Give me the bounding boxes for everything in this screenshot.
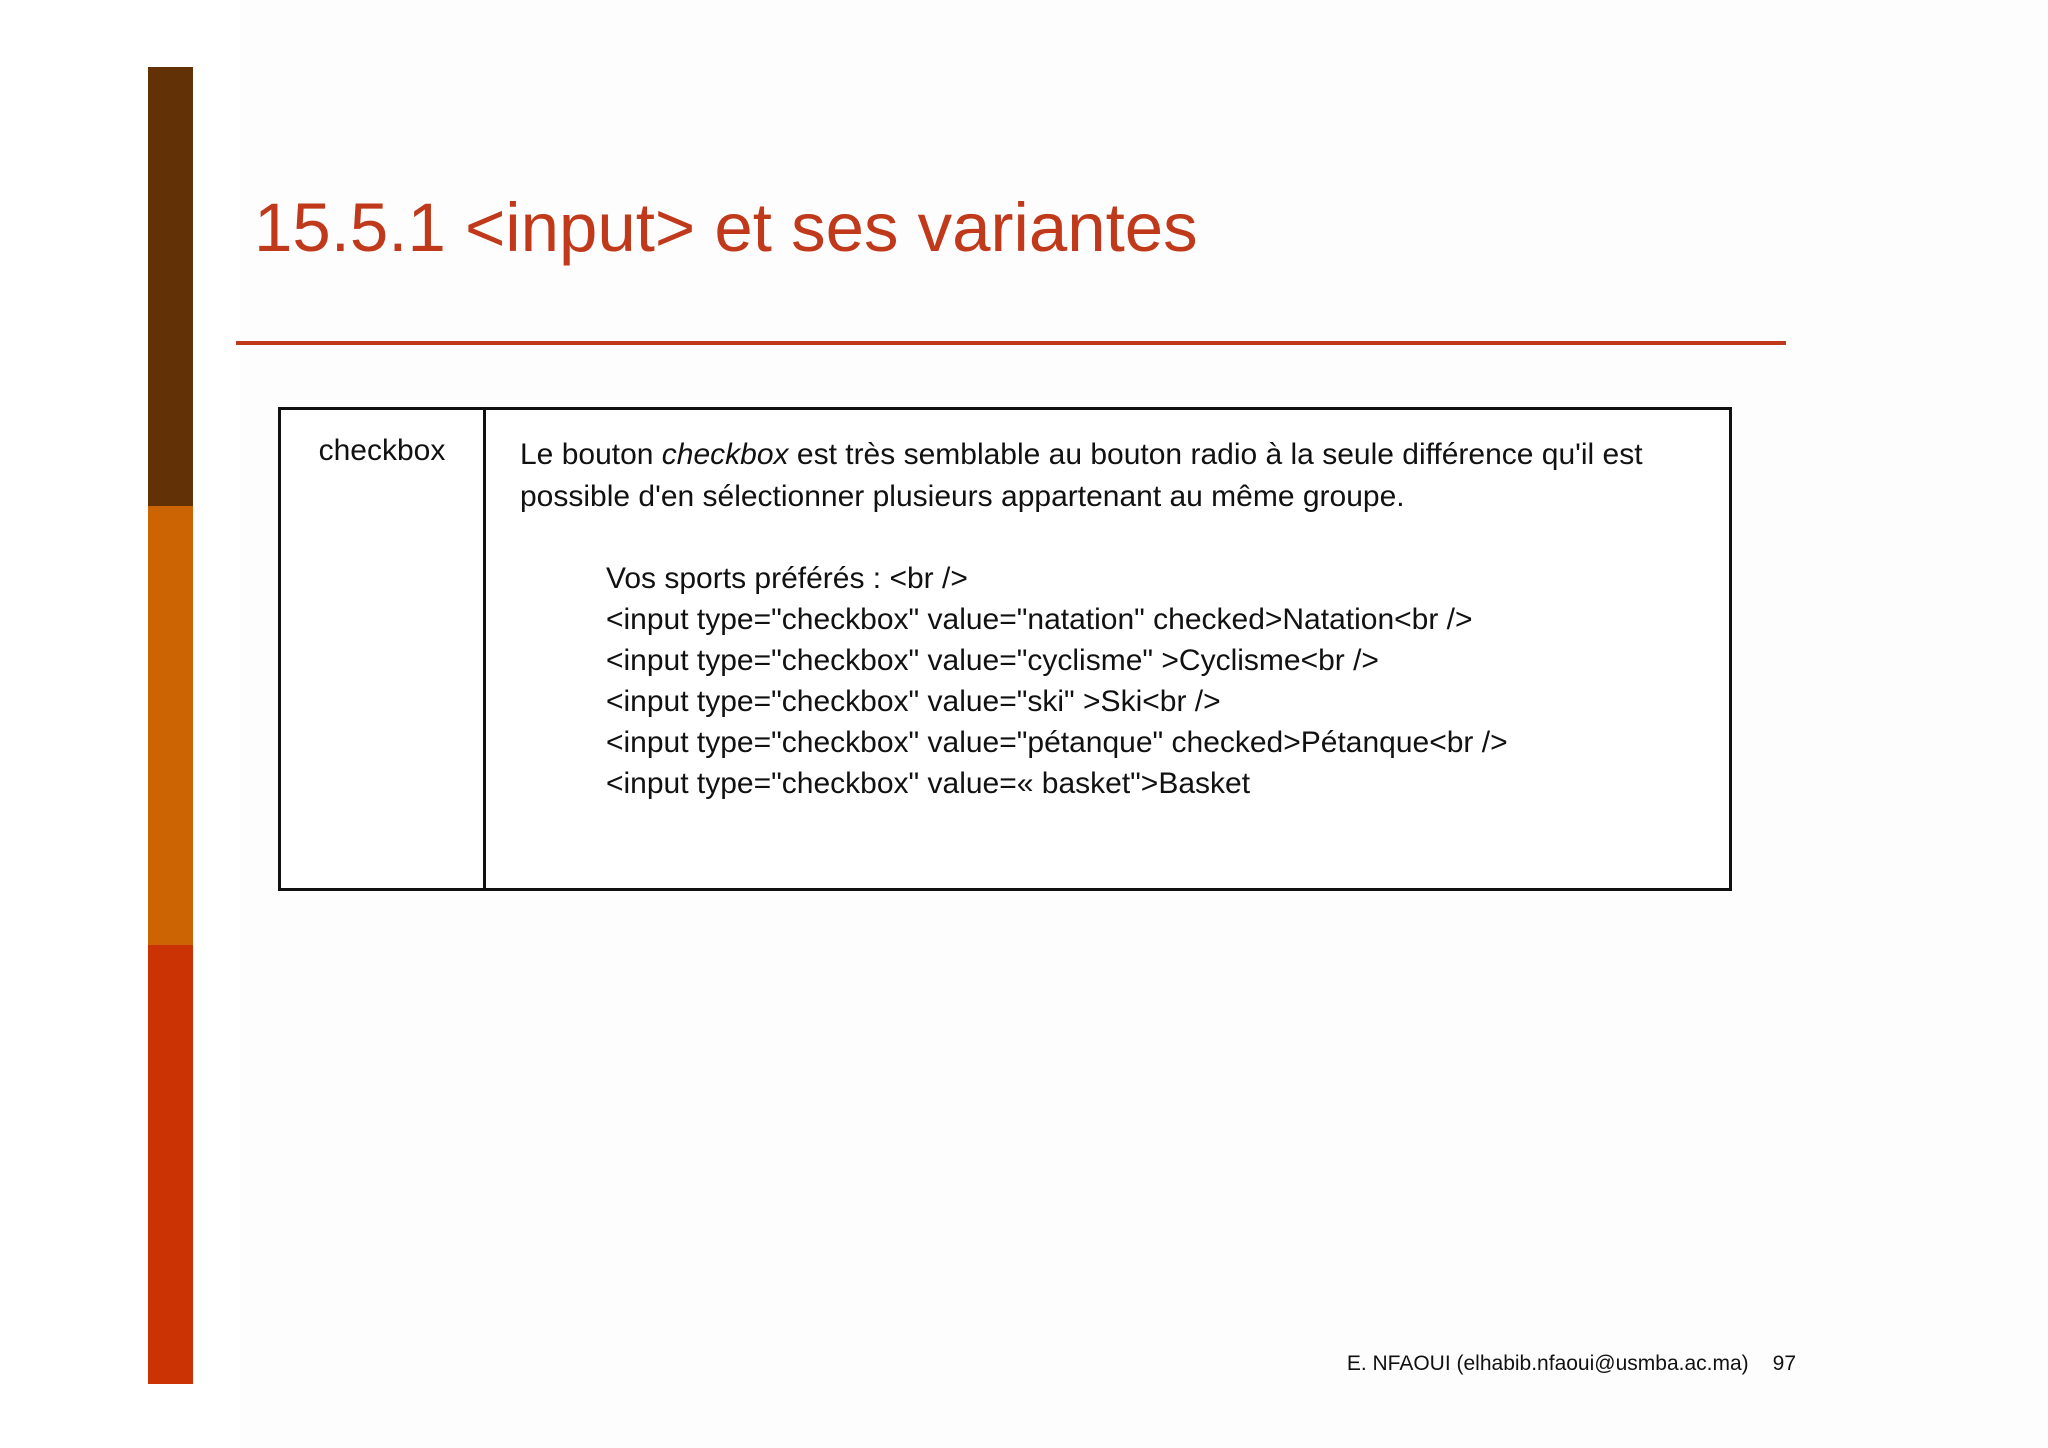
description-rest: est très semblable au bouton radio à la seule différence qu'il est possible d'en sélectionner plusieurs appartenant au même groupe. <box>520 438 1643 513</box>
code-line: Vos sports préférés : <br /> <box>606 562 968 595</box>
page-number: 97 <box>1772 1352 1796 1375</box>
definition-table <box>278 407 1732 891</box>
description-italic-term: checkbox <box>661 438 789 471</box>
code-line: <input type="checkbox" value=« basket">Basket <box>606 767 1251 800</box>
footer-author: E. NFAOUI (elhabib.nfaoui@usmba.ac.ma) <box>1346 1352 1749 1375</box>
side-bar-segment-middle <box>148 506 193 945</box>
decorative-side-bar <box>148 67 193 1384</box>
slide-footer <box>1347 1352 1796 1376</box>
description-cell <box>486 410 1729 888</box>
code-example <box>606 558 1699 804</box>
code-line: <input type="checkbox" value="pétanque" checked>Pétanque<br /> <box>606 726 1508 759</box>
code-line: <input type="checkbox" value="ski" >Ski<br /> <box>606 685 1221 718</box>
description-start: Le bouton <box>520 438 662 471</box>
term-cell: checkbox <box>281 410 486 888</box>
side-bar-segment-bottom <box>148 945 193 1384</box>
side-bar-segment-top <box>148 67 193 506</box>
code-line: <input type="checkbox" value="natation" checked>Natation<br /> <box>606 603 1473 636</box>
slide-title: 15.5.1 <input> et ses variantes <box>254 189 1198 266</box>
code-line: <input type="checkbox" value="cyclisme" >Cyclisme<br /> <box>606 644 1379 677</box>
title-underline <box>236 341 1786 345</box>
description-text <box>520 434 1699 518</box>
